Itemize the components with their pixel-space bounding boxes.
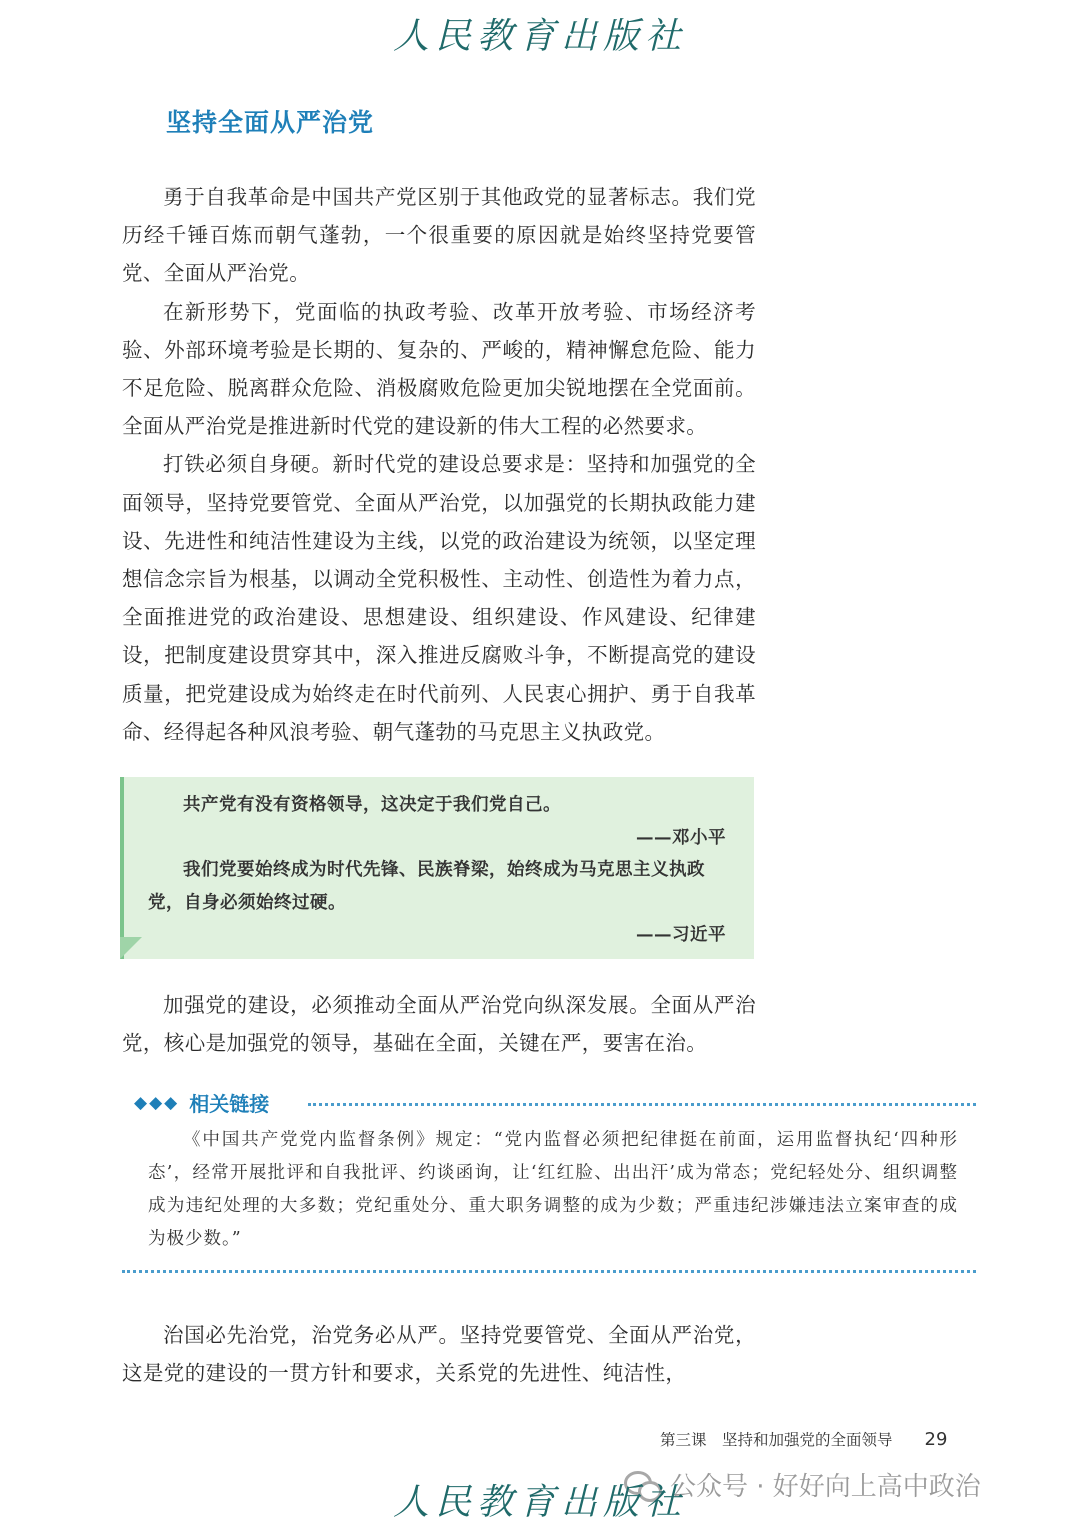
related-link-heading — [134, 1088, 269, 1117]
paragraph: 勇于自我革命是中国共产党区别于其他政党的显著标志。我们党历经千锤百炼而朝气蓬勃，一个很重要的原因就是始终坚持党要管党、全面从严治党。 — [122, 185, 756, 286]
quote-author: ——邓小平 — [636, 827, 726, 848]
dotted-divider — [308, 1103, 976, 1106]
paragraph: 治国必先治党，治党务必从严。坚持党要管党、全面从严治党，这是党的建设的一贯方针和要求，关系党的先进性、纯洁性， — [122, 1323, 756, 1386]
page-number: 29 — [924, 1429, 948, 1450]
paragraph: 打铁必须自身硬。新时代党的建设总要求是：坚持和加强党的全面领导，坚持党要管党、全面从严治党，以加强党的长期执政能力建设、先进性和纯洁性建设为主线，以党的政治建设为统领，以坚定理想信念宗旨为根基，以调动全党积极性、主动性、创造性为着力点，全面推进党的政治建设、思想建设、组织建设、作风建设、纪律建设，把制度建设贯穿其中，深入推进反腐败斗争，不断提高党的建设质量，把党建设成为始终走在时代前列、人民衷心拥护、勇于自我革命、经得起各种风浪考验、朝气蓬勃的马克思主义执政党。 — [122, 452, 756, 744]
dotted-divider — [122, 1270, 976, 1273]
publisher-logo-header: 人民教育出版社 — [392, 16, 687, 57]
related-link-body — [148, 1124, 958, 1256]
chapter-label: 第三课 坚持和加强党的全面领导 — [660, 1431, 893, 1449]
quote-fold-corner — [120, 937, 142, 959]
diamond-icon: ◆◆◆ — [134, 1092, 180, 1113]
paragraph: 加强党的建设，必须推动全面从严治党向纵深发展。全面从严治党，核心是加强党的领导，基础在全面，关键在严，要害在治。 — [122, 993, 756, 1056]
publisher-logo-footer: 人民教育出版社 — [392, 1482, 687, 1523]
related-link-title: 相关链接 — [189, 1092, 270, 1116]
section-title: 坚持全面从严治党 — [166, 108, 375, 137]
quote-box — [120, 777, 754, 959]
paragraph: 在新形势下，党面临的执政考验、改革开放考验、市场经济考验、外部环境考验是长期的、复杂的、严峻的，精神懈怠危险、能力不足危险、脱离群众危险、消极腐败危险更加尖锐地摆在全党面前。全面从严治党是推进新时代党的建设新的伟大工程的必然要求。 — [122, 299, 756, 439]
page-footer — [660, 1428, 947, 1450]
watermark-text: 公众号 · 好好向上高中政治 — [670, 1472, 981, 1502]
quote-text: 我们党要始终成为时代先锋、民族脊梁，始终成为马克思主义执政党，自身必须始终过硬。 — [148, 860, 705, 913]
quote-text: 共产党有没有资格领导，这决定于我们党自己。 — [183, 795, 561, 815]
quote-author: ——习近平 — [636, 925, 726, 945]
related-link-text: 《中国共产党党内监督条例》规定：“党内监督必须把纪律挺在前面，运用监督执纪‘四种形态’，经常开展批评和自我批评、约谈函询，让‘红红脸、出出汗’成为常态；党纪轻处分、组织调整成为违纪处理的大多数；党纪重处分、重大职务调整的成为少数；严重违纪涉嫌违法立案审查的成为极少数。” — [148, 1130, 958, 1249]
bottom-paragraph — [122, 1316, 756, 1392]
main-paragraphs — [122, 178, 756, 751]
after-quote-paragraph — [122, 986, 756, 1062]
